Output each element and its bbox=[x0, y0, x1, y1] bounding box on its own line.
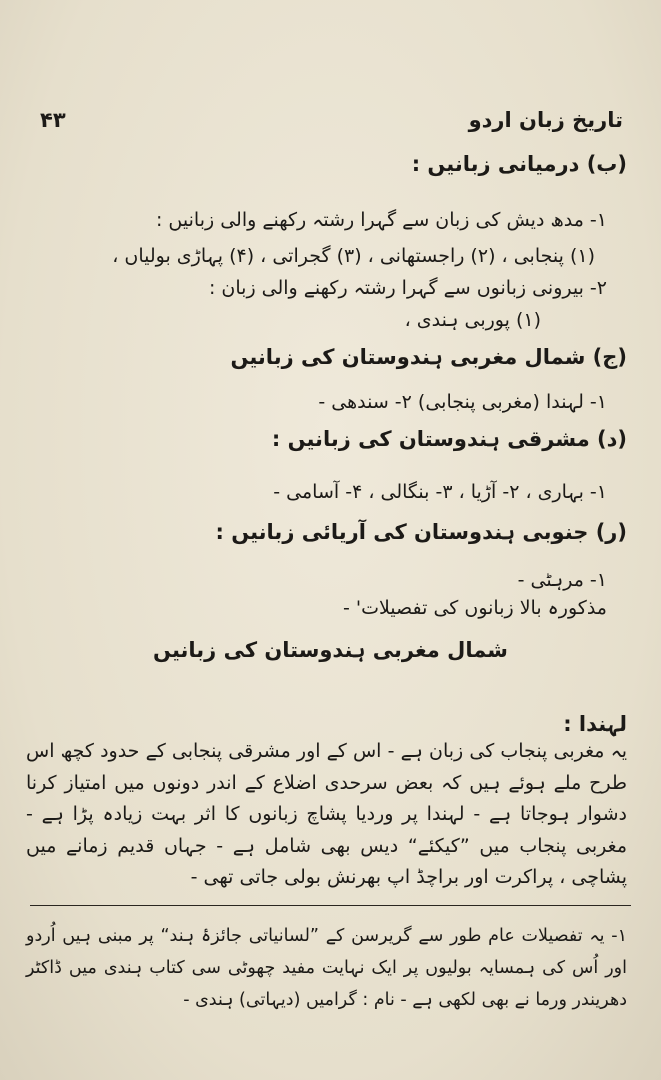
footnote-divider bbox=[30, 905, 631, 906]
heading-lahnda: لہندا : bbox=[563, 712, 627, 736]
section-title: شمال مغربی ہندوستان کی زبانیں bbox=[153, 638, 508, 662]
heading-b: (ب) درمیانی زبانیں : bbox=[411, 152, 627, 176]
item-j1: ۱- لہندا (مغربی پنجابی) ۲- سندھی - bbox=[318, 391, 607, 413]
running-title: تاریخ زبان اردو bbox=[468, 108, 623, 132]
heading-r: (ر) جنوبی ہندوستان کی آریائی زبانیں : bbox=[215, 520, 627, 544]
page-header bbox=[40, 108, 623, 142]
lahnda-paragraph: یہ مغربی پنجاب کی زبان ہے - اس کے اور مشرقی پنجابی کے حدود کچھ اس طرح ملے ہوئے ہیں کہ بعض سرحدی اضلاع کے اندر دونوں میں امتیاز کرنا دشوار ہوجاتا ہے - لہندا پر وردیا پشاچ زبانوں کا اثر بہت زیادہ پڑا ہے - مغربی پنجاب میں ”کیکئے“ دیس بھی شامل ہے - جہاں قدیم زمانے میں پشاچی ، پراکرت اور براچڈ اپ بھرنش بولی جاتی تھی - bbox=[26, 740, 628, 888]
item-r1: ۱- مرہٹی - bbox=[517, 569, 607, 591]
footnote: ۱- یہ تفصیلات عام طور سے گریرسن کے ”لسانیاتی جائزۂ ہند“ پر مبنی ہیں اُردو اور اُس کی ہمسایہ بولیوں پر ایک نہایت مفید چھوٹی سی کتاب ہندی میں ڈاکٹر دھریندر ورما نے بھی لکھی ہے - نام : گرامیں (دیہاتی) ہندی - bbox=[26, 926, 627, 1010]
item-d1: ۱- بہاری ، ۲- آڑیا ، ۳- بنگالی ، ۴- آسامی - bbox=[273, 481, 607, 503]
item-b2: ۲- بیرونی زبانوں سے گہرا رشتہ رکھنے والی زبان : bbox=[208, 277, 607, 299]
heading-j: (ج) شمال مغربی ہندوستان کی زبانیں bbox=[230, 345, 627, 369]
item-b2-list: (۱) پوربی ہندی ، bbox=[404, 309, 541, 331]
item-r2: مذکورہ بالا زبانوں کی تفصیلات' - bbox=[342, 597, 607, 619]
heading-d: (د) مشرقی ہندوستان کی زبانیں : bbox=[271, 427, 627, 451]
item-b1-list: (۱) پنجابی ، (۲) راجستھانی ، (۳) گجراتی ، (۴) پہاڑی بولیاں ، bbox=[112, 245, 595, 267]
item-b1: ۱- مدھ دیش کی زبان سے گہرا رشتہ رکھنے والی زبانیں : bbox=[155, 209, 607, 231]
page-number: ۴۳ bbox=[40, 108, 66, 132]
